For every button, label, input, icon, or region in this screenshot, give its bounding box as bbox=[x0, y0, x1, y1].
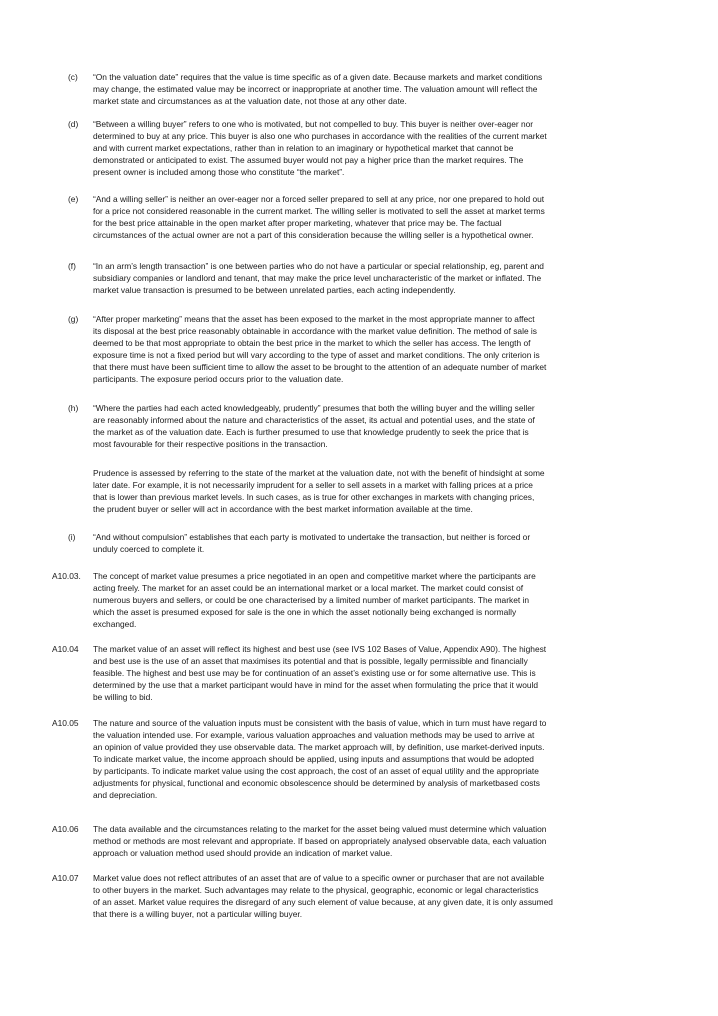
text-line: Market value does not reflect attributes of an asset that are of value to a specific owner or purchaser that are not available bbox=[93, 873, 545, 883]
text-line: exposure time is not a fixed period but will vary according to the type of asset and market conditions. The only criterion is bbox=[93, 350, 540, 360]
text-line: the prudent buyer or seller will act in accordance with the best market information available at the time. bbox=[93, 504, 473, 514]
text-line: demonstrated or anticipated to exist. The assumed buyer would not pay a higher price than the market requires. The bbox=[93, 155, 524, 165]
text-line: numerous buyers and sellers, or could be one characterised by a limited number of market participants. The market in bbox=[93, 595, 530, 605]
text-line: “After proper marketing” means that the asset has been exposed to the market in the most appropriate manner to affect bbox=[93, 314, 535, 324]
text-line: market value transaction is presumed to be between unrelated parties, each acting independently. bbox=[93, 285, 456, 295]
text-line: present owner is included among those who constitute “the market”. bbox=[93, 167, 345, 177]
text-line: adjustments for physical, functional and economic obsolescence should be determined by analysis of marketbased costs bbox=[93, 778, 540, 788]
text-line: its disposal at the best price reasonably obtainable in accordance with the market value definition. The method of sale is bbox=[93, 326, 537, 336]
text-line: acting freely. The market for an asset could be an international market or a local market. The market could consist of bbox=[93, 583, 524, 593]
text-line: the market as of the valuation date. Each is further presumed to use that knowledge prudently to seek the price that is bbox=[93, 427, 529, 437]
text-line: The concept of market value presumes a price negotiated in an open and competitive market where the participants are bbox=[93, 571, 536, 581]
text-line: participants. The exposure period occurs prior to the valuation date. bbox=[93, 374, 344, 384]
text-line: may change, the estimated value may be incorrect or inappropriate at another time. The valuation amount will reflect the bbox=[93, 84, 538, 94]
text-line: for the best price attainable in the open market after proper marketing, whatever that price may be. The factual bbox=[93, 218, 502, 228]
text-line: Prudence is assessed by referring to the state of the market at the valuation date, not with the benefit of hindsight at some bbox=[93, 468, 545, 478]
text-line: feasible. The highest and best use may be for continuation of an asset’s existing use or for some alternative use. This is bbox=[93, 668, 536, 678]
section-number: A10.05 bbox=[52, 718, 79, 728]
clause-text bbox=[93, 531, 676, 555]
clause-text bbox=[93, 313, 676, 385]
section-number: A10.04 bbox=[52, 644, 79, 654]
text-line: and depreciation. bbox=[93, 790, 158, 800]
text-line: by participants. To indicate market value using the cost approach, the cost of an asset of equal utility and the appropriate bbox=[93, 766, 539, 776]
text-line: The market value of an asset will reflect its highest and best use (see IVS 102 Bases of Value, Appendix A90). The highest bbox=[93, 644, 547, 654]
clause-text bbox=[93, 118, 676, 178]
text-line: The nature and source of the valuation inputs must be consistent with the basis of value, which in turn must have regard to bbox=[93, 718, 547, 728]
text-line: “In an arm’s length transaction” is one between parties who do not have a particular or special relationship, eg, parent and bbox=[93, 261, 544, 271]
clause-label: (e) bbox=[68, 194, 79, 204]
text-line: of an asset. Market value requires the disregard of any such element of value because, at any given date, it is only assumed bbox=[93, 897, 553, 907]
text-line: circumstances of the actual owner are not a part of this consideration because the willing seller is a hypothetical owner. bbox=[93, 230, 534, 240]
text-line: market state and circumstances as at the valuation date, not those at any other date. bbox=[93, 96, 407, 106]
text-line: The data available and the circumstances relating to the market for the asset being valued must determine which valuation bbox=[93, 824, 547, 834]
clause-label: (c) bbox=[68, 72, 78, 82]
text-line: “And without compulsion” establishes that each party is motivated to undertake the transaction, but neither is forced or bbox=[93, 532, 531, 542]
clause-label: (f) bbox=[68, 261, 76, 271]
text-line: “On the valuation date” requires that the value is time specific as of a given date. Because markets and market conditions bbox=[93, 72, 543, 82]
text-line: unduly coerced to complete it. bbox=[93, 544, 205, 554]
section-text bbox=[93, 570, 676, 630]
text-line: “Between a willing buyer” refers to one who is motivated, but not compelled to buy. This buyer is neither over-eager nor bbox=[93, 119, 534, 129]
text-line: exchanged. bbox=[93, 619, 137, 629]
text-line: that there must have been sufficient time to allow the asset to be brought to the attention of an adequate number of market bbox=[93, 362, 547, 372]
text-line: subsidiary companies or landlord and tenant, that may make the price level uncharacteristic of the market or inflated. The bbox=[93, 273, 542, 283]
clause-text bbox=[93, 71, 676, 107]
clause-text bbox=[93, 467, 676, 515]
text-line: deemed to be that most appropriate to obtain the best price in the market to which the seller has access. The length of bbox=[93, 338, 531, 348]
clause-label: (d) bbox=[68, 119, 79, 129]
text-line: that is lower than previous market levels. In such cases, as is true for other exchanges in markets with changing prices, bbox=[93, 492, 535, 502]
text-line: the valuation intended use. For example, various valuation approaches and valuation methods may be used to arrive at bbox=[93, 730, 535, 740]
text-line: method or methods are most relevant and appropriate. If based on appropriately analysed observable data, each valuation bbox=[93, 836, 547, 846]
text-line: later date. For example, it is not necessarily imprudent for a seller to sell assets in a market with falling prices at a price bbox=[93, 480, 533, 490]
section-number: A10.06 bbox=[52, 824, 79, 834]
clause-text bbox=[93, 402, 676, 450]
clause-label: (i) bbox=[68, 532, 76, 542]
text-line: an opinion of value provided they use observable data. The market approach will, by definition, use market-derived inputs. bbox=[93, 742, 545, 752]
section-number: A10.03. bbox=[52, 571, 81, 581]
section-text bbox=[93, 643, 676, 703]
section-text bbox=[93, 717, 676, 801]
text-line: “And a willing seller” is neither an over-eager nor a forced seller prepared to sell at any price, nor one prepared to hold out bbox=[93, 194, 545, 204]
text-line: which the asset is presumed exposed for sale is the one in which the asset notionally being exchanged is normally bbox=[93, 607, 517, 617]
text-line: to other buyers in the market. Such advantages may relate to the physical, geographic, economic or legal characteristics bbox=[93, 885, 539, 895]
clause-label: (g) bbox=[68, 314, 79, 324]
clause-text bbox=[93, 193, 676, 241]
text-line: are reasonably informed about the nature and characteristics of the asset, its actual and potential uses, and the state of bbox=[93, 415, 535, 425]
text-line: determined by the use that a market participant would have in mind for the asset when formulating the price that it would bbox=[93, 680, 539, 690]
clause-text bbox=[93, 260, 676, 296]
text-line: be willing to bid. bbox=[93, 692, 153, 702]
text-line: most favourable for their respective positions in the transaction. bbox=[93, 439, 328, 449]
text-line: for a price not considered reasonable in the current market. The willing seller is motivated to sell the asset at market terms bbox=[93, 206, 545, 216]
section-text bbox=[93, 872, 676, 920]
clause-label: (h) bbox=[68, 403, 79, 413]
text-line: that there is a willing buyer, not a particular willing buyer. bbox=[93, 909, 303, 919]
text-line: and with current market expectations, rather than in relation to an imaginary or hypothetical market that cannot be bbox=[93, 143, 514, 153]
text-line: determined to buy at any price. This buyer is also one who purchases in accordance with the realities of the current market bbox=[93, 131, 547, 141]
text-line: and best use is the use of an asset that maximises its potential and that is possible, legally permissible and financially bbox=[93, 656, 528, 666]
text-line: “Where the parties had each acted knowledgeably, prudently” presumes that both the willing buyer and the willing seller bbox=[93, 403, 535, 413]
section-number: A10.07 bbox=[52, 873, 79, 883]
section-text bbox=[93, 823, 676, 859]
text-line: To indicate market value, the income approach should be applied, using inputs and assumptions that would be adopted bbox=[93, 754, 534, 764]
text-line: approach or valuation method used should provide an indication of market value. bbox=[93, 848, 393, 858]
